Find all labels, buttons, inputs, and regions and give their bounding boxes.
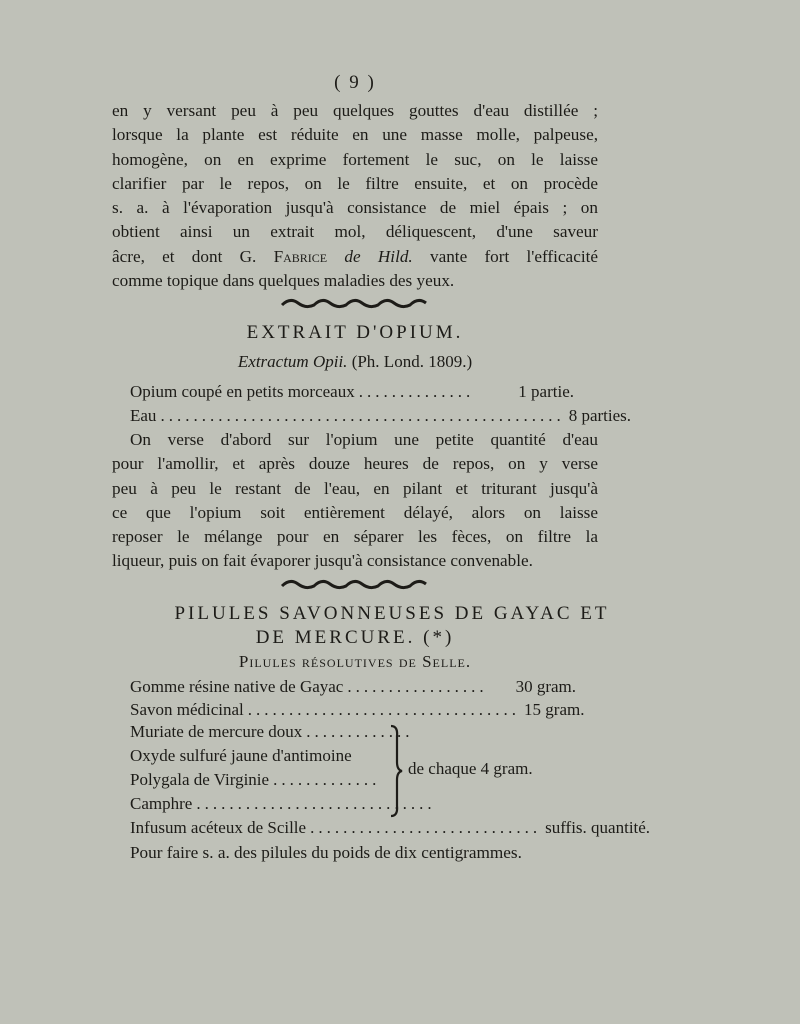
leader-dots: ............. bbox=[306, 722, 414, 741]
brace-item bbox=[130, 770, 386, 790]
ingredient-qty: 1 partie. bbox=[518, 382, 574, 401]
ingredient-name: Opium coupé en petits morceaux bbox=[130, 382, 355, 401]
text-line: obtient ainsi un extrait mol, déliquescent, d'une saveur bbox=[112, 222, 598, 242]
wave-ornament-icon bbox=[0, 578, 710, 597]
text-line: ce que l'opium soit entièrement délayé, alors on laisse bbox=[112, 502, 598, 522]
text-line-with-author bbox=[112, 245, 598, 269]
brace-item bbox=[130, 794, 436, 814]
text-line: On verse d'abord sur l'opium une petite quantité d'eau bbox=[130, 430, 598, 449]
section1-paragraph bbox=[112, 428, 598, 574]
ingredient-name: Camphre bbox=[130, 794, 193, 813]
section-subtitle: Pilules résolutives de Selle. bbox=[238, 652, 472, 671]
brace-icon bbox=[388, 724, 404, 818]
ingredient-name: Muriate de mercure doux bbox=[130, 722, 303, 741]
leader-dots: ............................. bbox=[196, 794, 436, 813]
ingredient-qty: 8 parties. bbox=[568, 406, 632, 425]
ingredient-qty: 30 gram. bbox=[515, 677, 576, 696]
ingredient-name: Gomme résine native de Gayac bbox=[130, 677, 344, 696]
page-number: ( 9 ) bbox=[334, 72, 376, 93]
text-line: liqueur, puis on fait évaporer jusqu'à consistance convenable. bbox=[112, 551, 533, 571]
text-line: clarifier par le repos, on le filtre ensuite, et on procède bbox=[112, 173, 598, 193]
section-title-continued: DE MERCURE. (*) bbox=[255, 627, 455, 648]
ingredient-row bbox=[130, 818, 651, 838]
text-line: s. a. à l'évaporation jusqu'à consistance de miel épais ; on bbox=[112, 198, 598, 218]
text-line: peu à peu le restant de l'eau, en pilant et triturant jusqu'à bbox=[112, 478, 598, 498]
leader-dots: ............................ bbox=[310, 818, 542, 837]
ingredient-name: Oxyde sulfuré jaune d'antimoine bbox=[130, 746, 352, 765]
text-line: comme topique dans quelques maladies des yeux. bbox=[112, 271, 455, 291]
intro-paragraph bbox=[112, 99, 598, 293]
wave-ornament-icon bbox=[0, 297, 710, 316]
ingredient-row bbox=[130, 677, 576, 697]
leader-dots: ................................................. bbox=[160, 406, 565, 425]
ingredient-name: Eau bbox=[130, 406, 157, 425]
ingredient-name: Savon médicinal bbox=[130, 700, 244, 719]
text-line: homogène, on en exprime fortement le suc, on le laisse bbox=[112, 149, 598, 169]
section-source bbox=[0, 352, 710, 372]
text-line: lorsque la plante est réduite en une masse molle, palpeuse, bbox=[112, 125, 598, 145]
ingredient-qty: 15 gram. bbox=[524, 700, 585, 719]
pharmacopoeia-ref: (Ph. Lond. 1809.) bbox=[347, 352, 473, 371]
leader-dots: ............. bbox=[273, 770, 381, 789]
ingredient-row bbox=[130, 700, 585, 720]
brace-quantity: de chaque 4 gram. bbox=[408, 759, 533, 778]
latin-name: Extractum Opii. bbox=[237, 352, 348, 371]
text-line: en y versant peu à peu quelques gouttes d'eau distillée ; bbox=[112, 101, 598, 120]
text-line: pour l'amollir, et après douze heures de repos, on y verse bbox=[112, 454, 598, 474]
section-title: PILULES SAVONNEUSES DE GAYAC ET bbox=[174, 603, 610, 624]
section-title: EXTRAIT D'OPIUM. bbox=[246, 322, 464, 343]
ingredient-row bbox=[130, 406, 632, 426]
leader-dots: ................................. bbox=[247, 700, 521, 719]
leader-dots: ................. bbox=[347, 677, 488, 696]
brace-item bbox=[130, 746, 386, 766]
text-fragment: vante fort l'efficacité bbox=[412, 246, 598, 266]
closing-line: Pour faire s. a. des pilules du poids de dix centigrammes. bbox=[130, 843, 522, 862]
ingredient-name: Polygala de Virginie bbox=[130, 770, 270, 789]
brace-ingredient-group bbox=[130, 722, 590, 822]
ingredient-name: Infusum acéteux de Scille bbox=[130, 818, 307, 837]
text-line: reposer le mélange pour en séparer les fèces, on filtre la bbox=[112, 527, 598, 547]
work-title: de Hild. bbox=[344, 246, 413, 266]
ingredient-row bbox=[130, 382, 574, 402]
author-name: Fabrice bbox=[273, 246, 328, 266]
text-fragment: âcre, et dont G. bbox=[112, 246, 274, 266]
brace-item bbox=[130, 722, 414, 742]
ingredient-qty: suffis. quantité. bbox=[545, 818, 651, 837]
leader-dots: .............. bbox=[358, 382, 475, 401]
